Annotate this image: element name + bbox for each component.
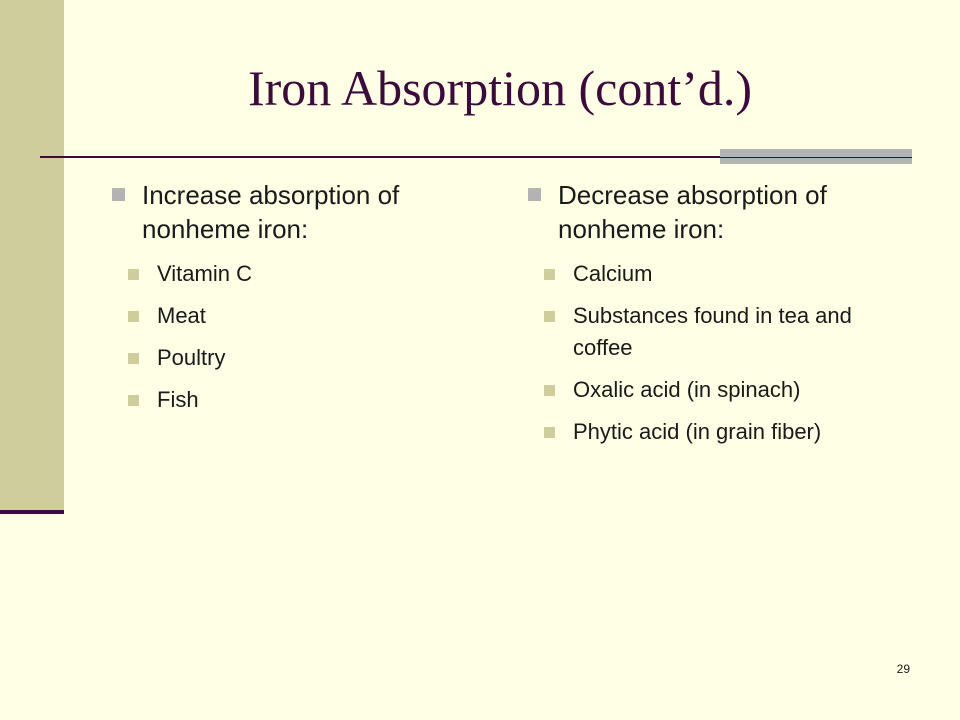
square-bullet-icon — [128, 269, 139, 280]
side-accent-line — [0, 510, 64, 514]
left-column — [112, 178, 472, 426]
square-bullet-icon — [112, 188, 125, 201]
square-bullet-icon — [544, 385, 555, 396]
title-underline-accent-lower — [720, 158, 912, 164]
list-item: Poultry — [112, 342, 472, 374]
right-column — [528, 178, 888, 458]
title-underline-accent — [720, 149, 912, 157]
left-item-list — [112, 258, 472, 416]
list-item: Phytic acid (in grain fiber) — [528, 416, 888, 448]
list-item: Calcium — [528, 258, 888, 290]
left-heading-text: Increase absorption of nonheme iron: — [142, 180, 400, 244]
slide-title: Iron Absorption (cont’d.) — [247, 60, 753, 116]
right-item-list — [528, 258, 888, 448]
list-item: Oxalic acid (in spinach) — [528, 374, 888, 406]
list-item: Meat — [112, 300, 472, 332]
square-bullet-icon — [544, 269, 555, 280]
list-item: Fish — [112, 384, 472, 416]
left-heading — [112, 178, 472, 246]
page-number: 29 — [896, 662, 910, 676]
list-item: Substances found in tea and coffee — [528, 300, 888, 364]
square-bullet-icon — [544, 311, 555, 322]
right-heading — [528, 178, 888, 246]
square-bullet-icon — [544, 427, 555, 438]
square-bullet-icon — [528, 188, 541, 201]
square-bullet-icon — [128, 395, 139, 406]
right-heading-text: Decrease absorption of nonheme iron: — [558, 180, 827, 244]
square-bullet-icon — [128, 311, 139, 322]
square-bullet-icon — [128, 353, 139, 364]
list-item: Vitamin C — [112, 258, 472, 290]
